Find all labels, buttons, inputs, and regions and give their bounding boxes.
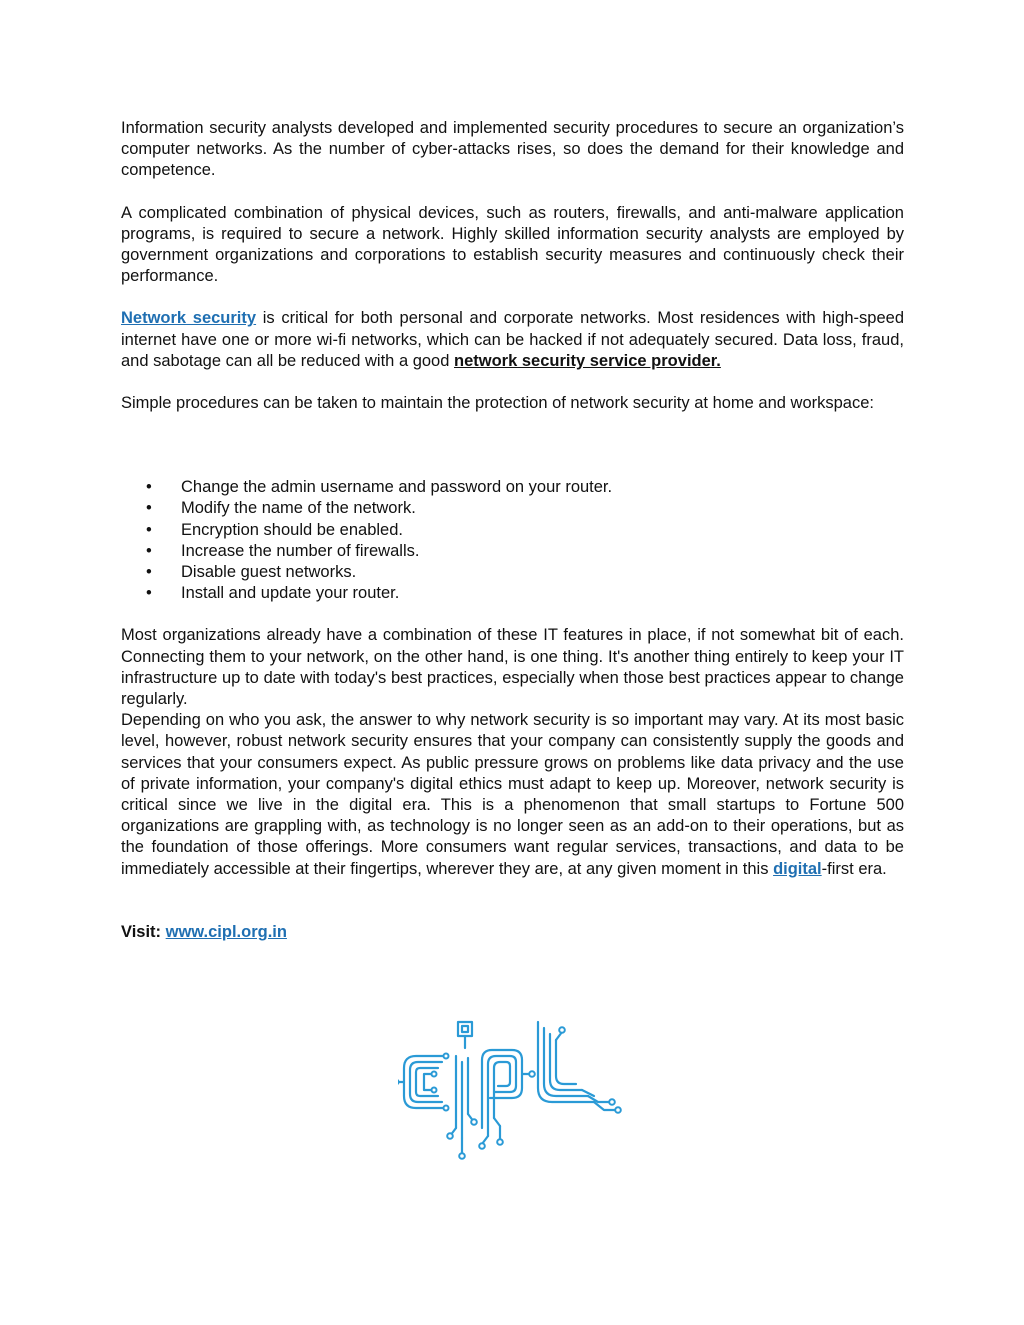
paragraph-intro: Information security analysts developed and implemented security procedures to secure an organization’s computer networks. As the number of cyber-attacks rises, so does the demand for their knowledge and competence. [121, 119, 904, 180]
list-item-text: Disable guest networks. [181, 562, 357, 581]
list-item-text: Increase the number of firewalls. [181, 541, 420, 560]
bullet-icon: • [146, 541, 152, 560]
list-item [121, 562, 904, 583]
list-item [121, 520, 904, 541]
list-item-text: Modify the name of the network. [181, 499, 416, 518]
digital-link[interactable]: digital [773, 859, 822, 878]
bullet-icon: • [146, 499, 152, 518]
network-security-link[interactable]: Network security [121, 309, 257, 328]
paragraph-importance [121, 710, 904, 880]
paragraph-network-security [121, 308, 904, 372]
bullet-icon: • [146, 562, 152, 581]
list-item-text: Encryption should be enabled. [181, 520, 403, 539]
list-item [121, 541, 904, 562]
visit-label: Visit: [121, 922, 166, 941]
bullet-icon: • [146, 584, 152, 603]
network-security-provider-text: network security service provider. [454, 351, 721, 370]
visit-line [121, 922, 904, 943]
document-body [121, 118, 904, 943]
list-item [121, 583, 904, 604]
procedures-list [121, 477, 904, 604]
website-link[interactable]: www.cipl.org.in [165, 922, 287, 941]
paragraph-network-security-text: is critical for both personal and corporate networks. Most residences with high-speed internet have one or more wi-fi networks, which can be hacked if not adequately secured. Data loss, fraud, and sabotage can all be reduced with a good [121, 309, 904, 370]
list-item-text: Change the admin username and password on your router. [181, 478, 613, 497]
list-item-text: Install and update your router. [181, 584, 400, 603]
bullet-icon: • [146, 478, 152, 497]
paragraph-network-components: A complicated combination of physical devices, such as routers, firewalls, and anti-malware application programs, is required to secure a network. Highly skilled information security analysts are employed by government organizations and corporations to establish security measures and continuously check their performance. [121, 203, 904, 286]
list-item [121, 498, 904, 519]
cipl-logo [398, 1018, 628, 1166]
paragraph-simple-procedures: Simple procedures can be taken to maintain the protection of network security at home and workspace: [121, 394, 874, 413]
paragraph-importance-text: Depending on who you ask, the answer to why network security is so important may vary. At its most basic level, however, robust network security ensures that your company can consistently supply the goods and services that your consumers expect. As public pressure grows on problems like data privacy and the use of private information, your company's digital ethics must adapt to keep up. Moreover, network security is critical since we live in the digital era. This is a phenomenon that small startups to Fortune 500 organizations are grappling with, as technology is no longer seen as an add-on to their operations, but as the foundation of those offerings. More consumers want regular services, transactions, and data to be immediately accessible at their fingertips, wherever they are, at any given moment in this [121, 711, 904, 878]
list-item [121, 477, 904, 498]
paragraph-it-features: Most organizations already have a combination of these IT features in place, if not somewhat bit of each. Connecting them to your network, on the other hand, is one thing. It's another thing entirely to keep your IT infrastructure up to date with today's best practices, especially when those best practices appear to change regularly. [121, 626, 904, 708]
bullet-icon: • [146, 520, 152, 539]
paragraph-importance-end: -first era. [821, 859, 887, 878]
